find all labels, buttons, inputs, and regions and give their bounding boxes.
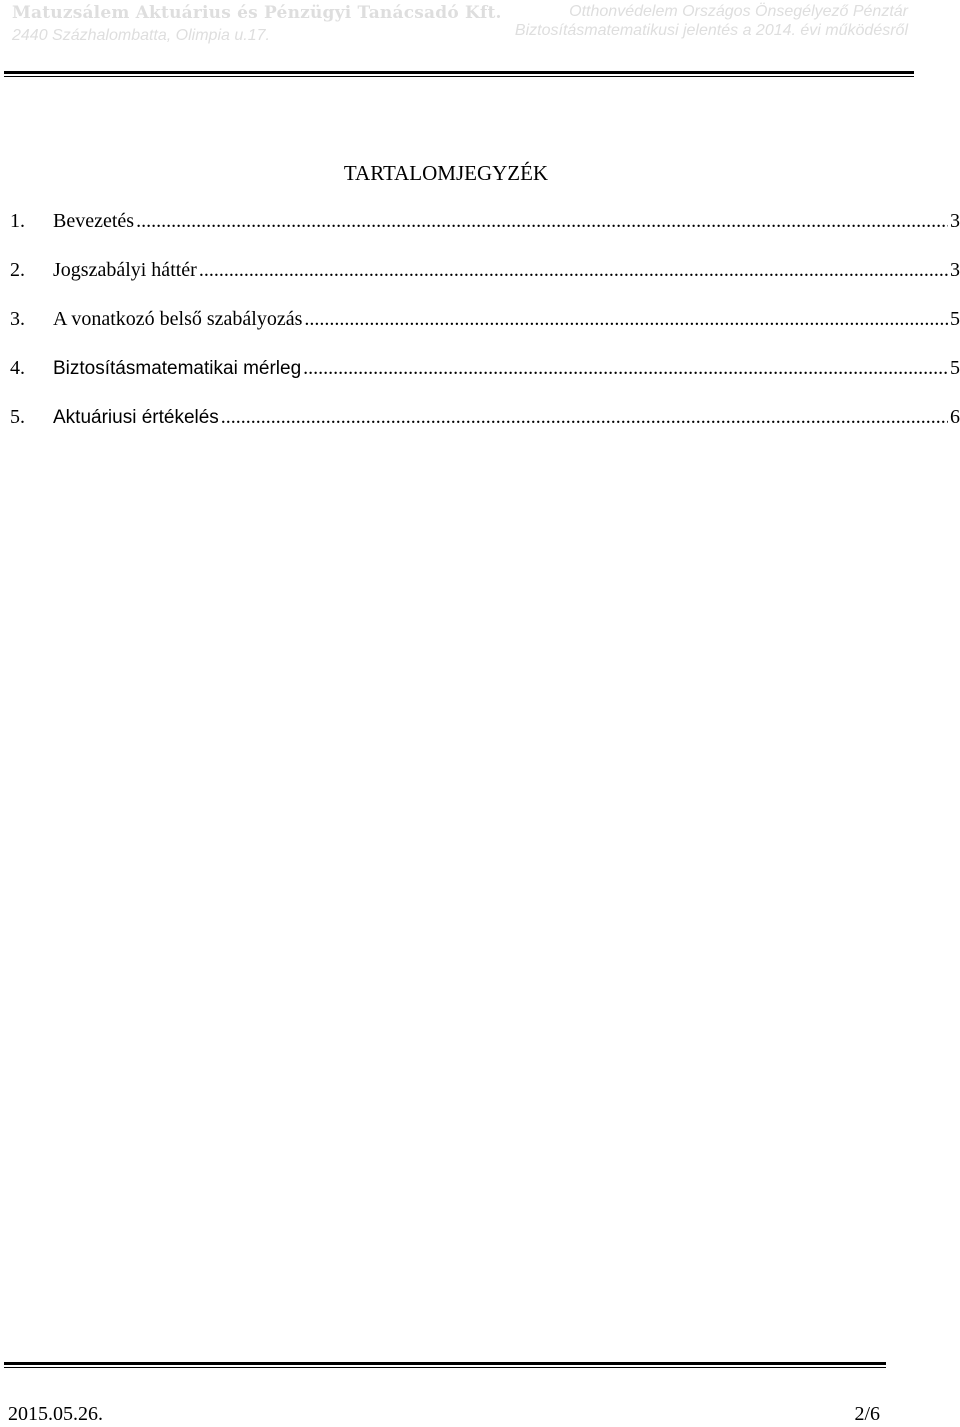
toc-leader-dots xyxy=(199,259,948,282)
toc-entry-label: Aktuáriusi értékelés xyxy=(53,407,219,428)
footer-divider xyxy=(4,1362,886,1365)
toc-entry-meriteg[interactable] xyxy=(10,357,960,406)
toc-entry-label: Bevezetés xyxy=(53,210,135,232)
toc-entry-aktuariusi-ertekeles[interactable] xyxy=(10,406,960,455)
fund-name: Otthonvédelem Országos Önsegélyező Pénztár xyxy=(569,3,908,20)
toc-entry-page: 5 xyxy=(950,308,960,330)
company-name: Matuzsálem Aktuárius és Pénzügyi Tanácsadó Kft. xyxy=(12,3,502,23)
toc-entry-jogszabalyi-hatter[interactable] xyxy=(10,259,960,308)
toc-entry-number: 4. xyxy=(10,357,25,379)
toc-entry-page: 3 xyxy=(950,259,960,281)
toc-leader-dots xyxy=(303,357,948,380)
toc-entry-number: 1. xyxy=(10,210,25,232)
toc-entry-number: 3. xyxy=(10,308,25,330)
company-address: 2440 Százhalombatta, Olimpia u.17. xyxy=(12,27,270,44)
toc-entry-number: 2. xyxy=(10,259,25,281)
toc-list xyxy=(10,210,960,455)
toc-entry-bevezetes[interactable] xyxy=(10,210,960,259)
toc-entry-label: Biztosításmatematikai mérleg xyxy=(53,358,302,379)
toc-entry-label: A vonatkozó belső szabályozás xyxy=(53,308,303,330)
toc-leader-dots xyxy=(136,210,948,233)
footer-date: 2015.05.26. xyxy=(8,1403,103,1425)
toc-entry-page: 6 xyxy=(950,406,960,428)
toc-leader-dots xyxy=(304,308,948,331)
toc-entry-belso-szabalyozas[interactable] xyxy=(10,308,960,357)
toc-entry-label: Jogszabályi háttér xyxy=(53,259,197,281)
page-header xyxy=(0,0,960,80)
page-number: 2/6 xyxy=(854,1403,880,1425)
toc-leader-dots xyxy=(221,406,948,429)
toc-entry-page: 3 xyxy=(950,210,960,232)
header-divider xyxy=(4,71,914,74)
toc-title: TARTALOMJEGYZÉK xyxy=(343,161,549,185)
toc-entry-page: 5 xyxy=(950,357,960,379)
report-title: Biztosításmatematikusi jelentés a 2014. évi működésről xyxy=(514,22,908,39)
toc-entry-number: 5. xyxy=(10,406,25,428)
